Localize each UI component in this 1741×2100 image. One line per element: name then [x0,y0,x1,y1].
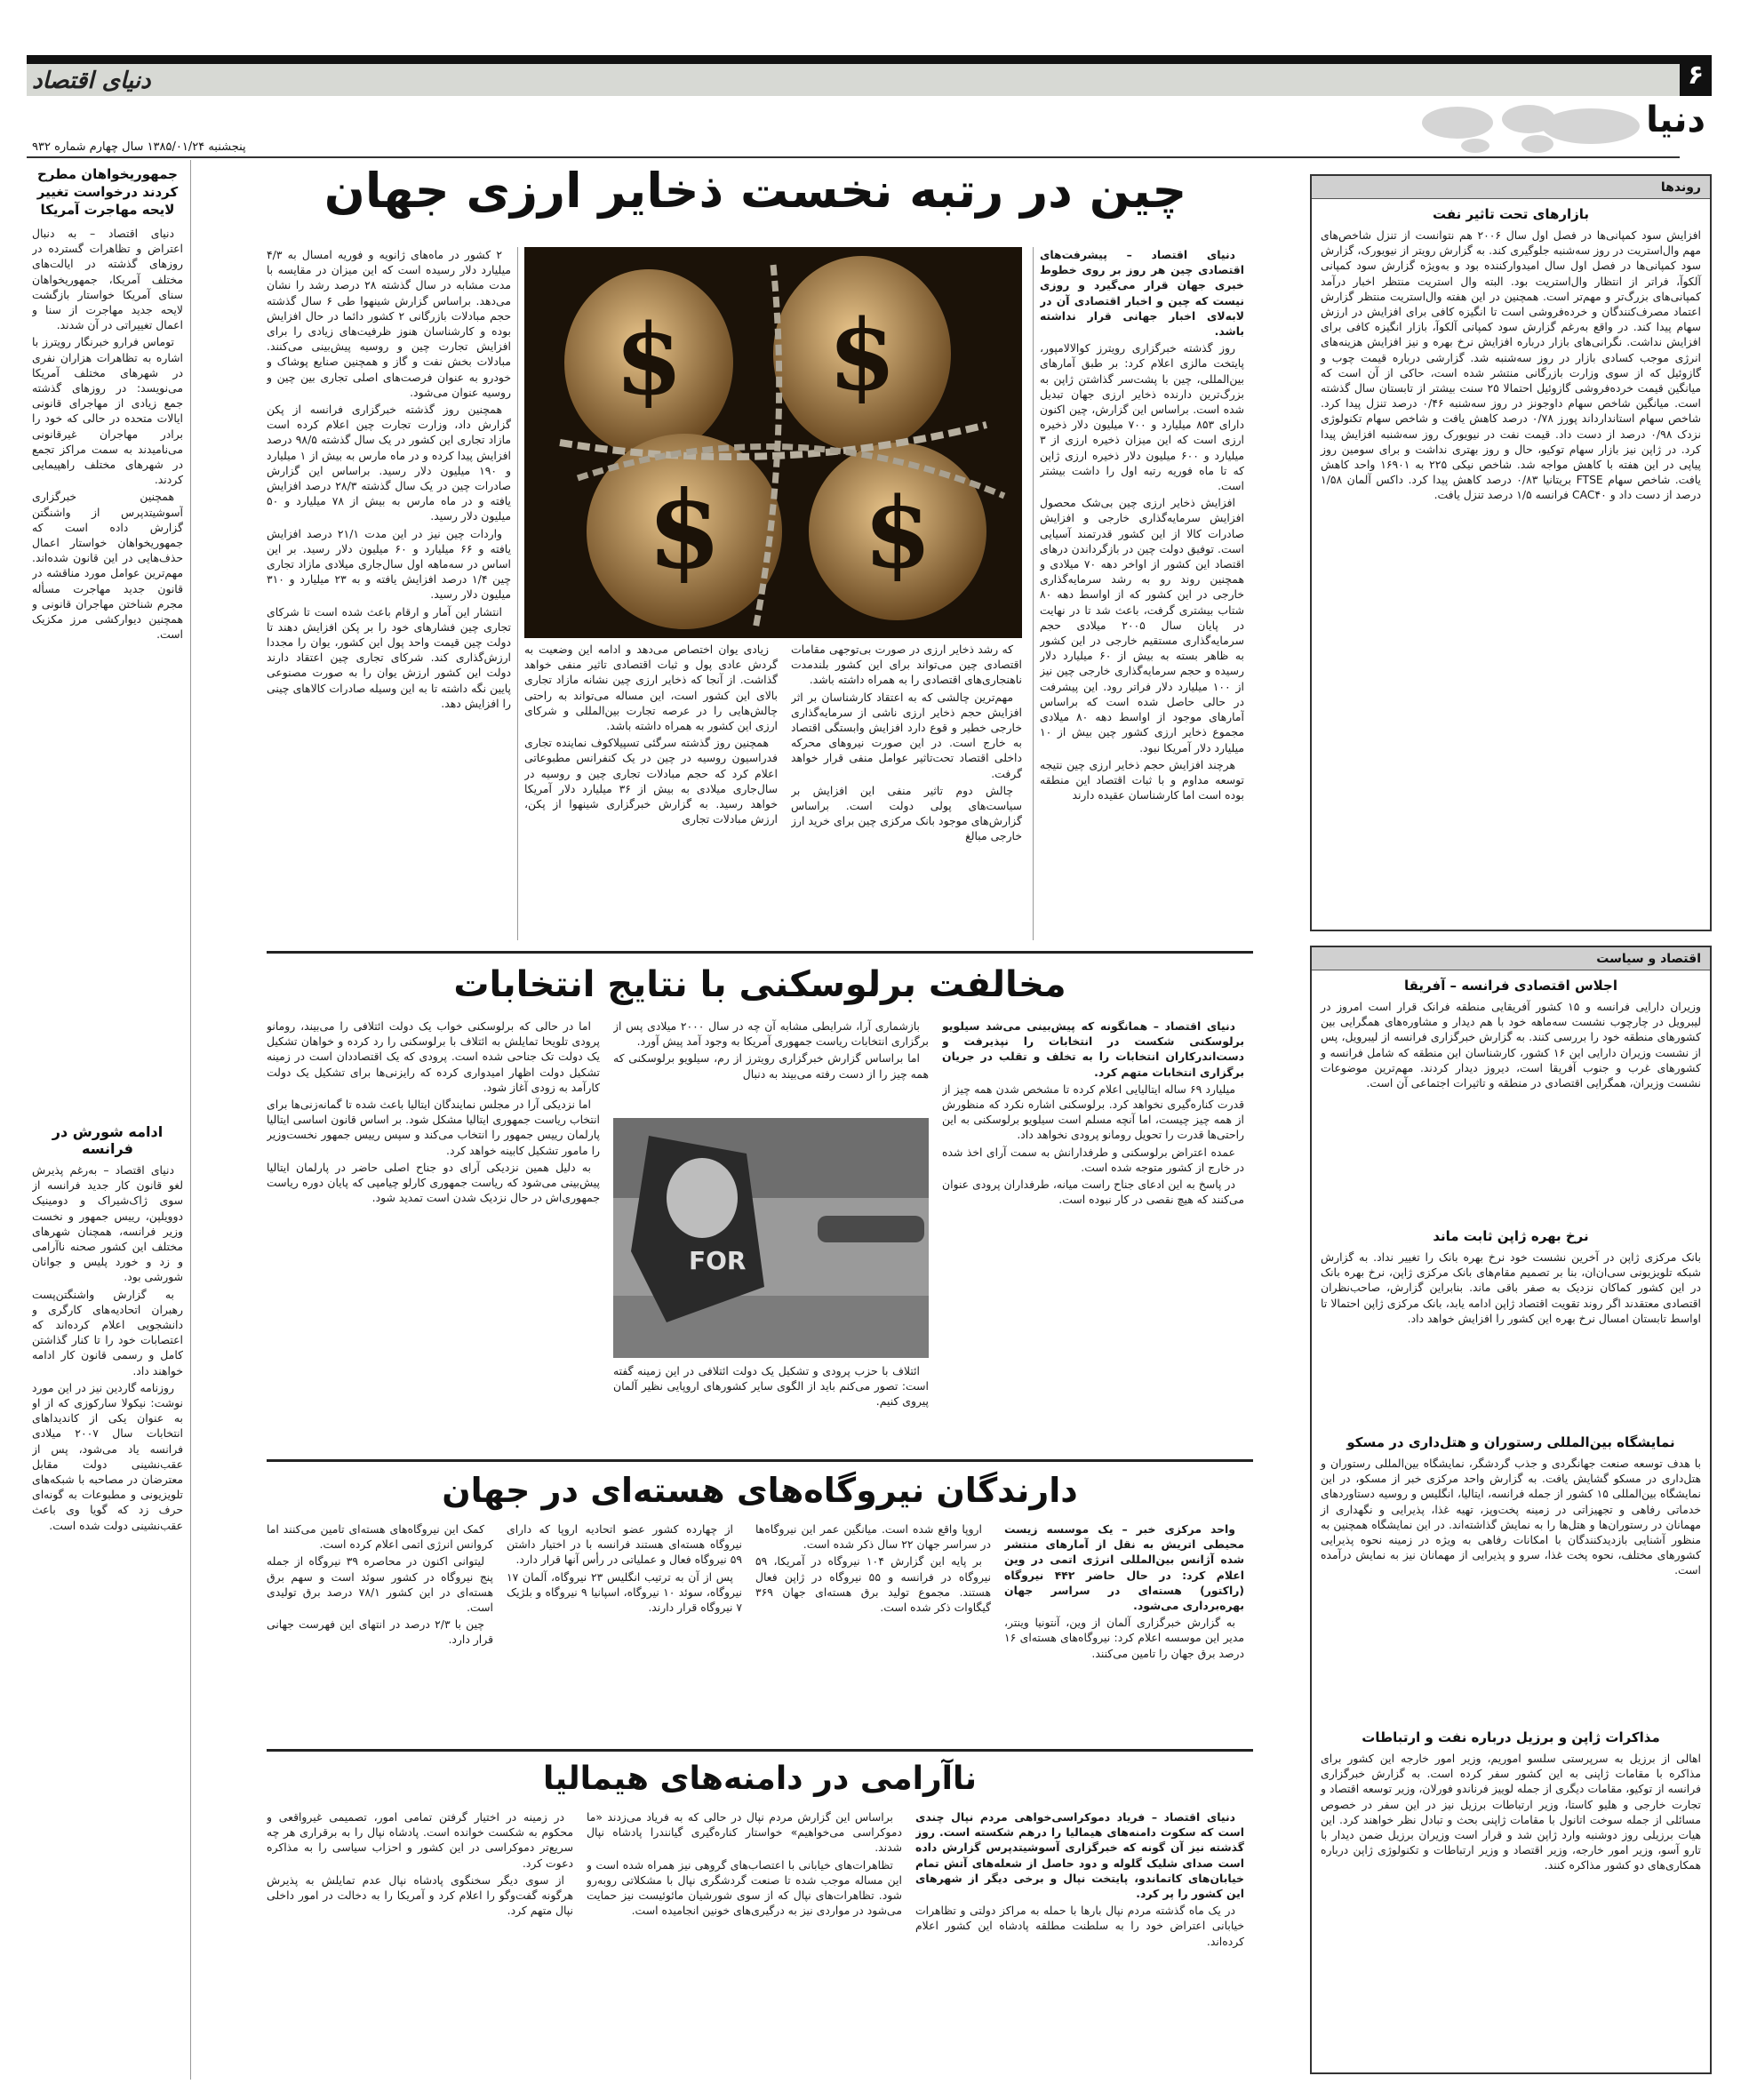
left-body-1 [32,226,183,1114]
story4-col-1 [915,1809,1244,2076]
paragraph: واحد مرکزی خبر – یک موسسه زیست محیطی اتریش به نقل از آمارهای منتشر شده آژانس بین‌المللی انرژی اتمی در وین اعلام کرد: در حال حاضر ۴۴۲ نیروگاه (راکتور) هسته‌ای در سراسر جهان بهره‌برداری می‌شود. [1004,1522,1244,1613]
story3-headline: دارندگان نیروگاه‌های هسته‌ای در جهان [442,1471,1078,1510]
paragraph: عمده اعتراض برلوسکنی و طرفدارانش به سمت آرای اخذ شده در خارج از کشور متوجه شده است. [942,1145,1244,1174]
paragraph: به دلیل همین نزدیکی آرای دو جناح اصلی حاضر در پارلمان ایتالیا پیش‌بینی می‌شود که ریاست جمهوری کارلو چیامپی که پایان دوره ریاست جمهوری‌اش در حال نزدیک شدن است تمدید شود. [267,1160,600,1205]
main-col-4 [267,247,511,944]
sidebox-body: بانک مرکزی ژاپن در آخرین نشست خود نرخ بهره بانک را تغییر نداد. به گزارش شبکه تلویزیونی سی‌ان‌ان، بنا بر تصمیم مقام‌های بانک مرکزی ژاپن، نرخ بهره بانک در این کشور کماکان نزدیک به صفر باقی ماند. بنابراین گزارش، صاحب‌نظران اقتصادی معتقدند اگر روند تقویت اقتصاد ژاپن ادامه یابد، بانک مرکزی ژاپن احتمالا تا اواسط تابستان امسال نرخ بهره این کشور را افزایش خواهد داد. [1321,1250,1701,1325]
top-rule [27,55,1680,64]
story4-col-2 [587,1809,902,2076]
paragraph: مهم‌ترین چالشی که به اعتقاد کارشناسان بر اثر افزایش حجم ذخایر ارزی ناشی از سرمایه‌گذاری خارجی خطیر و قوع دارد افزایش وابستگی اقتصاد به خارج است. در این صورت نیروهای محرکه داخلی اقتصاد تحت‌تاثیر عوامل منفی قرار خواهد گرفت. [791,690,1022,780]
sidebar-box-trends [1310,174,1712,931]
paragraph: همچنین روز گذشته خبرگزاری فرانسه از پکن گزارش داد، وزارت تجارت چین اعلام کرده است مازاد تجاری این کشور در یک سال گذشته ۹۸/۵ درصد افزایش پیدا کرده و در ماه مارس به بیش از ۱ میلیارد و ۱۹۰ میلیون دلار رسید. براساس این گزارش صادرات چین در یک سال گذشته ۲۸/۳ درصد افزایش یافته و در ماه مارس به بیش از ۷۸ میلیارد و ۵۰ میلیون دلار رسید. [267,403,511,523]
section-rule [267,951,1253,954]
sidebox-body: اهالی از برزیل به سرپرستی سلسو اموریم، وزیر امور خارجه این کشور برای مذاکره با مقامات ژاپنی به این کشور سفر کرده است. به گزارش خبرگزاری فرانسه از توکیو، مقامات دیگری از جمله لوییز فرناندو فورلان، وزیر توسعه اقتصاد و تجارت خارجی و هلیو کاستا، وزیر ارتباطات برزیل نیز در این سفر در خصوص مسائلی از جمله سوخت اتانول با مقامات ژاپنی بحث و تبادل نظر خواهند کرد. این هیات برزیلی روز دوشنبه وارد ژاپن شد و قرار است وزیران برزیل ضمن دیدار با تارو آسو، وزیر امور خارجه، وزیر اقتصاد و وزیر ارتباطات و تکنولوژی ژاپن درباره همکاری‌های دو کشور مذاکره کنند. [1321,1752,1701,1872]
left-headline-2: ادامه شورش در فرانسه [52,1123,164,1157]
paragraph: اما در حالی که برلوسکنی خواب یک دولت ائتلافی را می‌بیند، رومانو پرودی تلویحا تمایلش به ائتلاف با برلوسکنی را رد کرده و خواهان تشکیل یک دولت تک جناحی شده است. پرودی که یک اقتصاددان است در زمینه تشکیل دولت اظهار امیدواری کرده که رایزنی‌ها برای تشکیل یک دولت کارآمد به زودی آغاز شود. [267,1019,600,1094]
story3-col-3 [507,1521,742,1744]
paragraph: روز گذشته خبرگزاری رویترز کوالالامپور، پایتخت مالزی اعلام کرد: بر طبق آمارهای بین‌المللی، چین با پشت‌سر گذاشتن ژاپن به بزرگ‌ترین دارنده ذخایر ارزی جهان تبدیل شده است. براساس این گزارش، چین اکنون دارای ۸۵۳ میلیارد و ۷۰۰ میلیون دلار ذخیره ارزی است که این میزان ذخیره ارزی از ۳ میلیارد و ۶۰۰ میلیون دلار ذخیره ارزی ژاپن که تا ماه فوریه رتبه اول را داشت بیشتر است. [1040,341,1244,493]
paragraph: ائتلاف با حزب پرودی و تشکیل یک دولت ائتلافی در این زمینه گفته است: تصور می‌کنم باید از الگوی سایر کشورهای اروپایی نظیر آلمان پیروی کنیم. [613,1364,929,1409]
paragraph: هرچند افزایش حجم ذخایر ارزی چین نتیجه توسعه مداوم و با ثبات اقتصاد این منطقه بوده است اما کارشناسان عقیده دارند [1040,757,1244,802]
paragraph: واردات چین نیز در این مدت ۲۱/۱ درصد افزایش یافته و ۶۶ میلیارد و ۶۰ میلیون دلار رسید. بر این اساس در سه‌ماهه اول سال‌جاری میلادی مازاد تجاری چین ۱/۴ درصد افزایش یافته و به ۲۳ میلیارد و ۳۱۰ میلیون دلار رسید. [267,526,511,602]
page-number: ۶ [1680,55,1712,96]
sidebox-subheading: نمایشگاه بین‌المللی رستوران و هتل‌داری در مسکو [1346,1434,1675,1450]
paragraph: بر پایه این گزارش ۱۰۴ نیروگاه در آمریکا، ۵۹ نیروگاه در فرانسه و ۵۵ نیروگاه در ژاپن فعال هستند. مجموع تولید برق هسته‌ای جهان ۳۶۹ گیگاوات ذکر شده است. [755,1554,991,1615]
sidebox-subheading: اجلاس اقتصادی فرانسه – آفریقا [1403,978,1617,994]
svg-text:$: $ [614,302,683,417]
paragraph: دنیای اقتصاد – پیشرفت‌های اقتصادی چین هر روز بر روی خطوط خبری جهان قرار می‌گیرد و روزی نیست که چین و اخبار اقتصادی آن در لابه‌لای اخبار جهانی قرار نداشته باشد. [1040,248,1244,339]
paragraph: توماس فرارو خبرنگار رویترز با اشاره به تظاهرات هزاران نفری در شهرهای مختلف آمریکا می‌نویسد: در روزهای گذشته جمع زیادی از مهاجرای قانونی ایالات متحده در حالی که خود را برادر مهاجران غیرقانونی می‌نامیدند به سمت مراکز تجمع در شهرهای مختلف راهپیمایی کردند. [32,335,183,487]
paragraph: پس از آن به ترتیب انگلیس ۲۳ نیروگاه، آلمان ۱۷ نیروگاه، سوئد ۱۰ نیروگاه، اسپانیا ۹ نیروگاه و بلژیک ۷ نیروگاه قرار دارند. [507,1569,742,1615]
paragraph: به گزارش خبرگزاری آلمان از وین، آنتونیا وینتر، مدیر این موسسه اعلام کرد: نیروگاه‌های هسته‌ای ۱۶ درصد برق جهان را تامین می‌کنند. [1004,1616,1244,1660]
left-body-2 [32,1162,183,1962]
main-col-3 [524,642,778,944]
story3-col-2 [755,1521,991,1744]
paragraph: لیتوانی اکنون در محاصره ۳۹ نیروگاه از جمله پنج نیروگاه در کشور سوئد است و سهم برق هسته‌ای در این کشور ۷۸/۱ درصد برق تولیدی است. [267,1554,493,1615]
paragraph: چین با ۲/۳ درصد در انتهای این فهرست جهانی قرار دارد. [267,1617,493,1647]
main-headline: چین در رتبه نخست ذخایر ارزی جهان [323,163,1187,219]
paragraph: از چهارده کشور عضو اتحادیه اروپا که دارای نیروگاه هسته‌ای هستند فرانسه با در اختیار داشتن ۵۹ نیروگاه فعال و عملیاتی در رأس آنها قرار دارد. [507,1522,742,1567]
story3-col-1 [1004,1521,1244,1744]
main-col-2 [791,642,1022,944]
left-column [32,165,183,2085]
story2-headline: مخالفت برلوسکنی با نتایج انتخابات [453,964,1066,1005]
main-col-1 [1040,247,1244,976]
paragraph: زیادی یوان اختصاص می‌دهد و ادامه این وضعیت به گردش عادی پول و ثبات اقتصادی تاثیر منفی خواهد گذاشت. از آنجا که ذخایر ارزی چین نشانه مازاد تجاری بالای این کشور است، این مساله می‌تواند به راحتی چالش‌هایی را در عرصه تجارت بین‌المللی و شرکای ارزی این کشور به همراه داشته باشد. [524,643,778,733]
story2-col-2-top [613,1018,929,1107]
sidebox-subheading: نرخ بهره ژاپن ثابت ماند [1433,1228,1589,1244]
sidebox-body: افزایش سود کمپانی‌ها در فصل اول سال ۲۰۰۶ هم نتوانست از تنزل شاخص‌های مهم وال‌استریت در روز سه‌شنبه جلوگیری کند. به گزارش رویتر از نیویورک، گزارش سود کمپانی‌ها در فصل اول سال امیدوارکننده بود و به‌ویژه گزارش سود کمپانی آلکوآ، فراتر از انتظار وال‌استریت بود. البته وال استریت منتظر اخبار درآمد کمپانی‌های بزرگ‌تر و مهم‌تر است. همچنین در این هفته وال‌استریت منتظر گزارش اعتماد مصرف‌کنندگان و خرده‌فروشی است تا انگیزه کافی برای افزایش در ارزش سهام پیدا کند. در واقع به‌رغم گزارش سود کمپانی آلکوآ، بازار انگیزه کافی برای افزایش نداشت. نگرانی‌های بازار درباره افزایش نرخ بهره و نیز افزایش هزینه‌های انرژی موجب کسادی بازار در روز سه‌شنبه شد. گزارشی درباره قیمت چوب و گازوئیل که از سوی وزارت بازرگانی منتشر شده است، حاکی از آن است که میانگین قیمت خرده‌فروشی گازوئیل احتمالا ۲۵ سنت بیشتر از تابستان سال گذشته است. میانگین شاخص سهام داوجونز در روز سه‌شنبه ۰/۴۶ درصد تنزل پیدا کرد. شاخص سهام استاندارداند پورز ۰/۷۸ درصد کاهش یافت و شاخص سهام تکنولوژی نزدک ۰/۹۸ درصد از دست داد. قیمت نفت در نیویورک روز سه‌شنبه افزایش پیدا کرد. در ژاپن نیز بازار سهام توکیو، حال و روز بهتری نداشت و برای سومین روز پیاپی در این هفته با کاهش مواجه شد. شاخص نیکی ۲۲۵ به ۱۶۹۰۱ واحد کاهش یافت. شاخص سهام FTSE بریتانیا ۰/۸۳ درصد کاهش پیدا کرد. داکس آلمان ۱/۵۸ درصد از دست داد و CAC۴۰ فرانسه ۱/۵ درصد تنزل یافت. [1321,228,1701,502]
left-headline-1: جمهوریخواهان مطرح کردند درخواست تغییر لایحه مهاجرت آمریکا [36,166,179,218]
section-rule [267,1459,1253,1462]
money-bags-photo [524,247,1022,638]
sidebox-subheading: مذاکرات ژاپن و برزیل درباره نفت و ارتباطات [1362,1729,1660,1745]
paragraph: تظاهرات‌های خیابانی با اعتصاب‌های گروهی نیز همراه شده است و این مساله موجب شده تا صنعت گردشگری نپال با مشکلاتی روبه‌رو شود. تظاهرات‌های نپال که از سوی شورشیان مائوئیست نیز حمایت می‌شود در مواردی نیز به درگیری‌های خونین انجامیده است. [587,1857,902,1918]
paragraph: در زمینه در اختیار گرفتن تمامی امور، تصمیمی غیرواقعی و محکوم به شکست خوانده است. پادشاه نپال را به برقراری هر چه سریع‌تر دموکراسی در این کشور و احزاب سیاسی را به مذاکره دعوت کرد. [267,1810,573,1870]
sidebox-subheading: بازارهای تحت تاثیر نفت [1432,206,1590,222]
paragraph: روزنامه گاردین نیز در این مورد نوشت: نیکولا سارکوزی که از او به عنوان یکی از کاندیداهای انتخابات سال ۲۰۰۷ میلادی فرانسه یاد می‌شود، پس از عقب‌نشینی دولت مقابل معترضان در مصاحبه با شبکه‌های تلویزیونی و مطبوعات به گونه‌ای حرف زد که گویا وی باعث عقب‌نشینی دولت شده است. [32,1380,183,1532]
paragraph: اروپا واقع شده است. میانگین عمر این نیروگاه‌ها در سراسر جهان ۲۲ سال ذکر شده است. [755,1522,991,1552]
world-map-icon [1404,96,1671,156]
paragraph: دنیای اقتصاد – به دنبال اعتراض و تظاهرات گسترده در روزهای گذشته در ایالت‌های مختلف آمریکا، جمهوریخواهان سنای آمریکا خواستار بازگشت لایحه جدید مهاجرت از سنا و اعمال تغییراتی در آن شدند. [32,227,183,332]
header-band [27,64,1680,96]
column-divider [190,160,191,2080]
paragraph: دنیای اقتصاد – همانگونه که پیش‌بینی می‌شد سیلویو برلوسکنی شکست در انتخابات را نپذیرفت و دست‌اندرکاران انتخابات را به تخلف و تقلب در جریان برگزاری انتخابات متهم کرد. [942,1019,1244,1079]
paragraph: چالش دوم تاثیر منفی این افزایش بر سیاست‌های پولی دولت است. براساس گزارش‌های موجود بانک مرکزی چین برای خرید ارز خارجی مبالغ [791,783,1022,843]
paragraph: در پاسخ به این ادعای جناح راست میانه، طرفداران پرودی عنوان می‌کنند که هیچ نقصی در کار نبوده است. [942,1178,1244,1207]
svg-text:$: $ [647,467,722,593]
newspaper-logo: دنیای اقتصاد [32,68,151,94]
date-rule [27,156,1680,158]
svg-text:FOR: FOR [689,1246,747,1275]
column-divider [517,247,518,940]
paragraph: ۲ کشور در ماه‌های ژانویه و فوریه امسال به ۴/۳ میلیارد دلار رسیده است که این میزان در مقایسه با مدت مشابه در سال گذشته ۲۸ درصد رشد را نشان می‌دهد. براساس گزارش شینهوا طی ۶ سال گذشته حجم مبادلات بازرگانی ۲ کشور دائما در حال افزایش بوده و کارشناسان هنوز ظرفیت‌های زیادی را برای افزایش تجارت چین و روسیه پیش‌بینی می‌کنند. مبادلات بخش نفت و گاز و همچنین صنایع پوشاک و خودرو به عنوان فرصت‌های اصلی تجاری بین چین و روسیه عنوان می‌شود. [267,248,511,399]
election-poster-photo [613,1118,929,1358]
story2-col-3 [267,1018,600,1454]
story2-col-1 [942,1018,1244,1454]
paragraph: افزایش ذخایر ارزی چین بی‌شک محصول افزایش سرمایه‌گذاری خارجی و افزایش صادرات کالا از این کشور قدرتمند آسیایی است. توفیق دولت چین در بازگرداندن درهای اقتصاد این کشور از اواخر دهه ۷۰ میلادی و همچنین روند رو به رشد سرمایه‌گذاری خارجی در این کشور که از اواسط دهه ۸۰ شتاب بیشتری گرفت، باعث شد تا در نهایت در پایان سال ۲۰۰۵ میلادی حجم سرمایه‌گذاری مستقیم خارجی در این کشور به ظاهر بسته به بیش از ۶۰ میلیارد دلار رسیده و حجم سرمایه‌گذاری خارجی چین نیز از ۱۰۰ میلیارد دلار فراتر رود. این پیشرفت در حالی حاصل شده است که براساس آمارهای موجود از اواسط دهه ۸۰ میلادی مجموع ذخایر ارزی کشور چین بیش از ۱۰ میلیارد دلار آمریکا نبود. [1040,496,1244,755]
story4-headline: ناآرامی در دامنه‌های هیمالیا [542,1761,978,1797]
section-rule [267,1749,1253,1752]
paragraph: اما نزدیکی آرا در مجلس نمایندگان ایتالیا باعث شده تا گمانه‌زنی‌ها برای انتخاب ریاست جمهوری ایتالیا مشکل شود. بر اساس قانون اساسی ایتالیا پارلمان رییس جمهور را انتخاب می‌کند و سپس رییس جمهور نخست‌وزیر را مامور تشکیل کابینه خواهد کرد. [267,1098,600,1157]
paragraph: کمک این نیروگاه‌های هسته‌ای تامین می‌کنند اما کروانس انرژی اتمی اعلام کرده است. [267,1522,493,1552]
story2-col-2-bottom [613,1363,929,1452]
paragraph: دنیای اقتصاد – به‌رغم پذیرش لغو قانون کار جدید فرانسه از سوی ژاک‌شیراک و دومینیک دوویلپن، رییس جمهور و نخست وزیر فرانسه، همچنان شهرهای مختلف این کشور صحنه ناآرامی و زد و خورد پلیس و جوانان شورشی بود. [32,1163,183,1284]
sidebox-heading: روندها [1312,176,1710,199]
paragraph: از سوی دیگر سخنگوی پادشاه نپال عدم تمایلش به پذیرش هرگونه گفت‌وگو را اعلام کرد و آمریکا را به دخالت در امور داخلی نپال متهم کرد. [267,1872,573,1918]
paragraph: انتشار این آمار و ارقام باعث شده است تا شرکای تجاری چین فشارهای خود را بر پکن افزایش دهند تا دولت چین قیمت واحد پول این کشور، یوان را مجددا ارزش‌گذاری کند. شرکای تجاری چین اعتقاد دارند دولت این کشور ارزش یوان را به صورت مصنوعی پایین نگه داشته تا به این وسیله صادرات کالاهای چینی را افزایش دهد. [267,604,511,710]
paragraph: به گزارش واشنگتن‌پست رهبران اتحادیه‌های کارگری و دانشجویی اعلام کرده‌اند که اعتصابات خود را تا کنار گذاشتن کامل و رسمی قانون کار ادامه خواهند داد. [32,1287,183,1377]
sidebox-body: وزیران دارایی فرانسه و ۱۵ کشور آفریقایی منطقه فرانک قرار است امروز در لیبرویل در چارچوب نشست سه‌ماهه خود با هم دیدار و مشاوره‌های همگرایی بین کشورهای منطقه خود را بررسی کنند. به گزارش خبرگزاری فرانسه از لیبرویل، پس از نشست وزیران دارایی این ۱۶ کشور، کارشناسان این منطقه که شامل فرانسه و کشورهای غرب و جنوب آفریقا است، دیروز دیدار کردند. مهم‌ترین موضوعات نشست وزیران، همگرایی اقتصادی در منطقه و تاثیرات اجتماعی آن است. [1321,1000,1702,1090]
svg-text:$: $ [827,298,897,412]
paragraph: دنیای اقتصاد – فریاد دموکراسی‌خواهی مردم نپال چندی است که سکوت دامنه‌های هیمالیا را درهم شکسته است. روز گذشته نیز آن گونه که خبرگزاری آسوشیتدپرس گزارش داده است صدای شلیک گلوله و دود حاصل از شعله‌های آتش تمام خیابان‌های کاتماندو، پایتخت نپال و برخی دیگر از شهرهای این کشور را پر کرد. [915,1810,1244,1901]
paragraph: همچنین روز گذشته سرگئی تسپیلاکوف نماینده تجاری فدراسیون روسیه در چین در یک کنفرانس مطبوعاتی اعلام کرد که حجم مبادلات تجاری چین و روسیه در سال‌جاری میلادی به بیش از ۳۶ میلیارد دلار آمریکا خواهد رسید. به گزارش خبرگزاری شینهوا از پکن، ارزش مبادلات تجاری [524,736,778,826]
paragraph: اما براساس گزارش خبرگزاری رویترز از رم، سیلویو برلوسکنی که همه چیز را از دست رفته می‌بیند به دنبال [613,1051,929,1081]
date-line: پنجشنبه ۱۳۸۵/۰۱/۲۴ سال چهارم شماره ۹۳۲ [32,140,246,154]
paragraph: میلیارد ۶۹ ساله ایتالیایی اعلام کرده تا مشخص شدن همه چیز از قدرت کناره‌گیری نخواهد کرد. برلوسکنی اشاره نکرد که منظورش از همه چیز چیست، اما آنچه مسلم است سیلویو برلوسکنی به این راحتی‌ها قدرت را تحویل رومانو پرودی نخواهد داد. [942,1082,1244,1142]
paragraph: بازشماری آرا، شرایطی مشابه آن چه در سال ۲۰۰۰ میلادی پس از برگزاری انتخابات ریاست جمهوری آمریکا به وجود آمد پیش آورد. [613,1019,929,1049]
sidebar-box-economy-politics [1310,946,1712,2074]
section-title: دنیا [1646,100,1705,140]
sidebox-heading: اقتصاد و سیاست [1312,947,1710,970]
story4-col-3 [267,1809,573,2076]
sidebox-body: با هدف توسعه صنعت جهانگردی و جذب گردشگر، نمایشگاه بین‌المللی رستوران و هتل‌داری در مسکو گشایش یافت. به گزارش واحد مرکزی خبر از مسکو، در این نمایشگاه بین‌المللی ۱۵ کشور از جمله فرانسه، ایتالیا، انگلیس و روسیه دستاوردهای خدماتی رفاهی و تجهیزاتی در زمینه پخت‌وپز، تهیه غذا، پذیرایی و نگهداری از مهمانان در رستوران‌ها و هتل‌ها را به نمایش گذاشته‌اند. در این نمایشگاه همچنین به منظور آشنایی بازدیدکنندگان با امکانات رفاهی به ویژه در زمینه نحوه پذیرایی کشورهای مختلف، نحوه پخت غذا، سرو و پذیرایی از مهمانان نیز به نمایش درآمده است. [1321,1457,1701,1577]
paragraph: در یک ماه گذشته مردم نپال بارها با حمله به مراکز دولتی و تظاهرات خیابانی اعتراض خود را به سلطنت مطلقه پادشاه این کشور اعلام کرده‌اند. [915,1904,1244,1948]
paragraph: که رشد ذخایر ارزی در صورت بی‌توجهی مقامات اقتصادی چین می‌تواند برای این کشور بلندمدت ناهنجاری‌های اقتصادی را به همراه داشته باشد. [791,643,1022,687]
paragraph: براساس این گزارش مردم نپال در حالی که به فریاد می‌زدند «ما دموکراسی می‌خواهیم» خواستار کناره‌گیری گیانندرا پادشاه نپال شدند. [587,1810,902,1855]
column-divider [1033,247,1034,940]
svg-text:$: $ [863,475,932,590]
story3-col-4 [267,1521,493,1744]
paragraph: همچنین خبرگزاری آسوشیتدپرس از واشنگتن گزارش داده است که جمهوریخواهان خواستار اعمال حذف‌هایی در این قانون شده‌اند. مهم‌ترین عوامل مورد مناقشه در قانون جدید مهاجرت مسأله مجرم شناختن مهاجران قانونی و همچنین دیوارکشی مرز مکزیک است. [32,490,183,642]
